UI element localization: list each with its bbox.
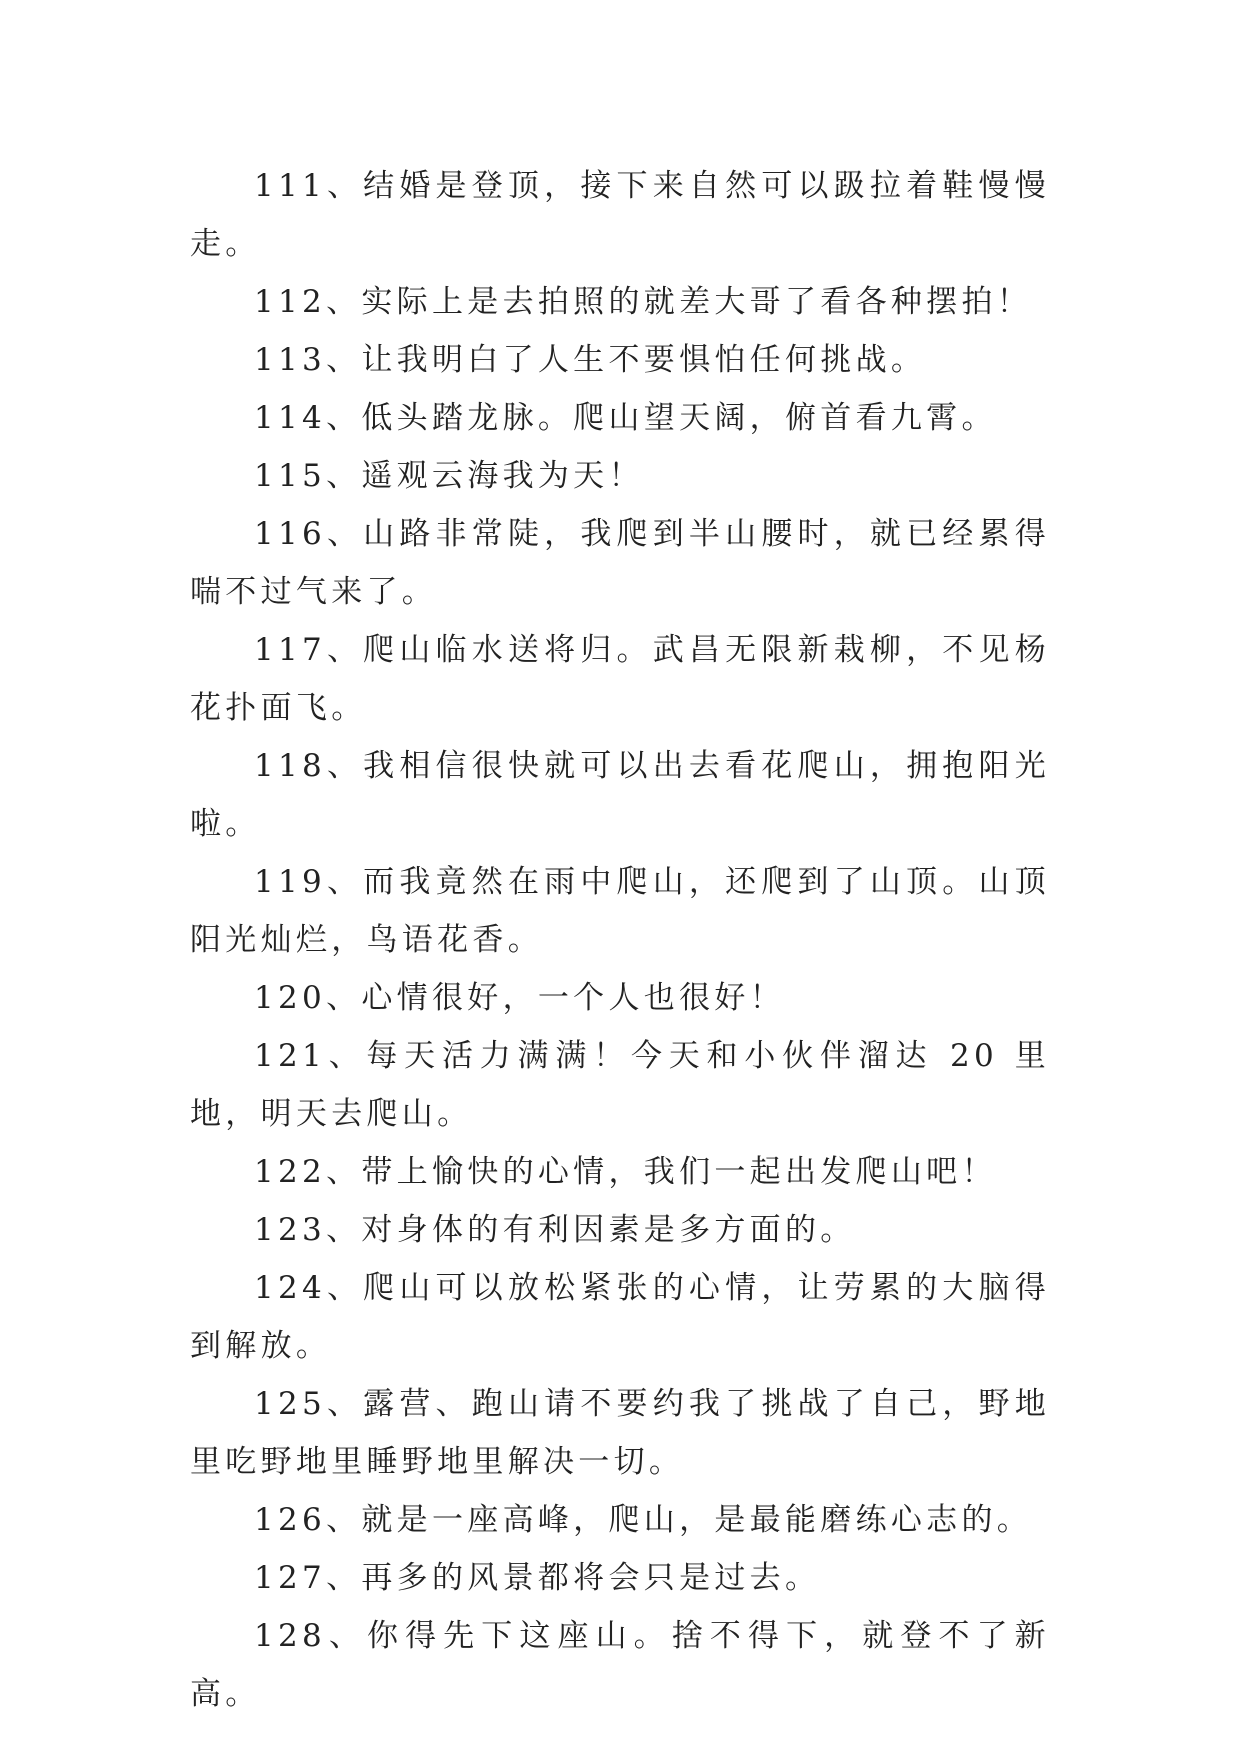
paragraph-113: 113、让我明白了人生不要惧怕任何挑战。 [254, 342, 927, 378]
paragraph-126: 126、就是一座高峰，爬山，是最能磨练心志的。 [254, 1502, 1033, 1538]
paragraph-124: 124、爬山可以放松紧张的心情，让劳累的大脑得到解放。 [190, 1270, 1050, 1364]
paragraph-127: 127、再多的风景都将会只是过去。 [254, 1560, 821, 1596]
paragraph-128: 128、你得先下这座山。捨不得下，就登不了新高。 [190, 1618, 1050, 1712]
paragraph-112: 112、实际上是去拍照的就差大哥了看各种摆拍！ [254, 284, 1033, 320]
paragraph-125: 125、露营、跑山请不要约我了挑战了自己，野地里吃野地里睡野地里解决一切。 [190, 1386, 1050, 1480]
paragraph-116: 116、山路非常陡，我爬到半山腰时，就已经累得喘不过气来了。 [190, 516, 1050, 610]
paragraph-119: 119、而我竟然在雨中爬山，还爬到了山顶。山顶阳光灿烂，鸟语花香。 [190, 864, 1050, 958]
paragraph-117: 117、爬山临水送将归。武昌无限新栽柳，不见杨花扑面飞。 [190, 632, 1050, 726]
paragraph-122: 122、带上愉快的心情，我们一起出发爬山吧！ [254, 1154, 997, 1190]
paragraph-120: 120、心情很好，一个人也很好！ [254, 980, 785, 1016]
paragraph-123: 123、对身体的有利因素是多方面的。 [254, 1212, 856, 1248]
paragraph-115: 115、遥观云海我为天！ [254, 458, 644, 494]
paragraph-114: 114、低头踏龙脉。爬山望天阔，俯首看九霄。 [254, 400, 997, 436]
paragraph-118: 118、我相信很快就可以出去看花爬山，拥抱阳光啦。 [190, 748, 1050, 842]
paragraph-111: 111、结婚是登顶，接下来自然可以趿拉着鞋慢慢走。 [190, 168, 1050, 262]
document-body [190, 157, 1050, 1723]
paragraph-121: 121、每天活力满满！今天和小伙伴溜达 20 里地，明天去爬山。 [190, 1038, 1050, 1132]
